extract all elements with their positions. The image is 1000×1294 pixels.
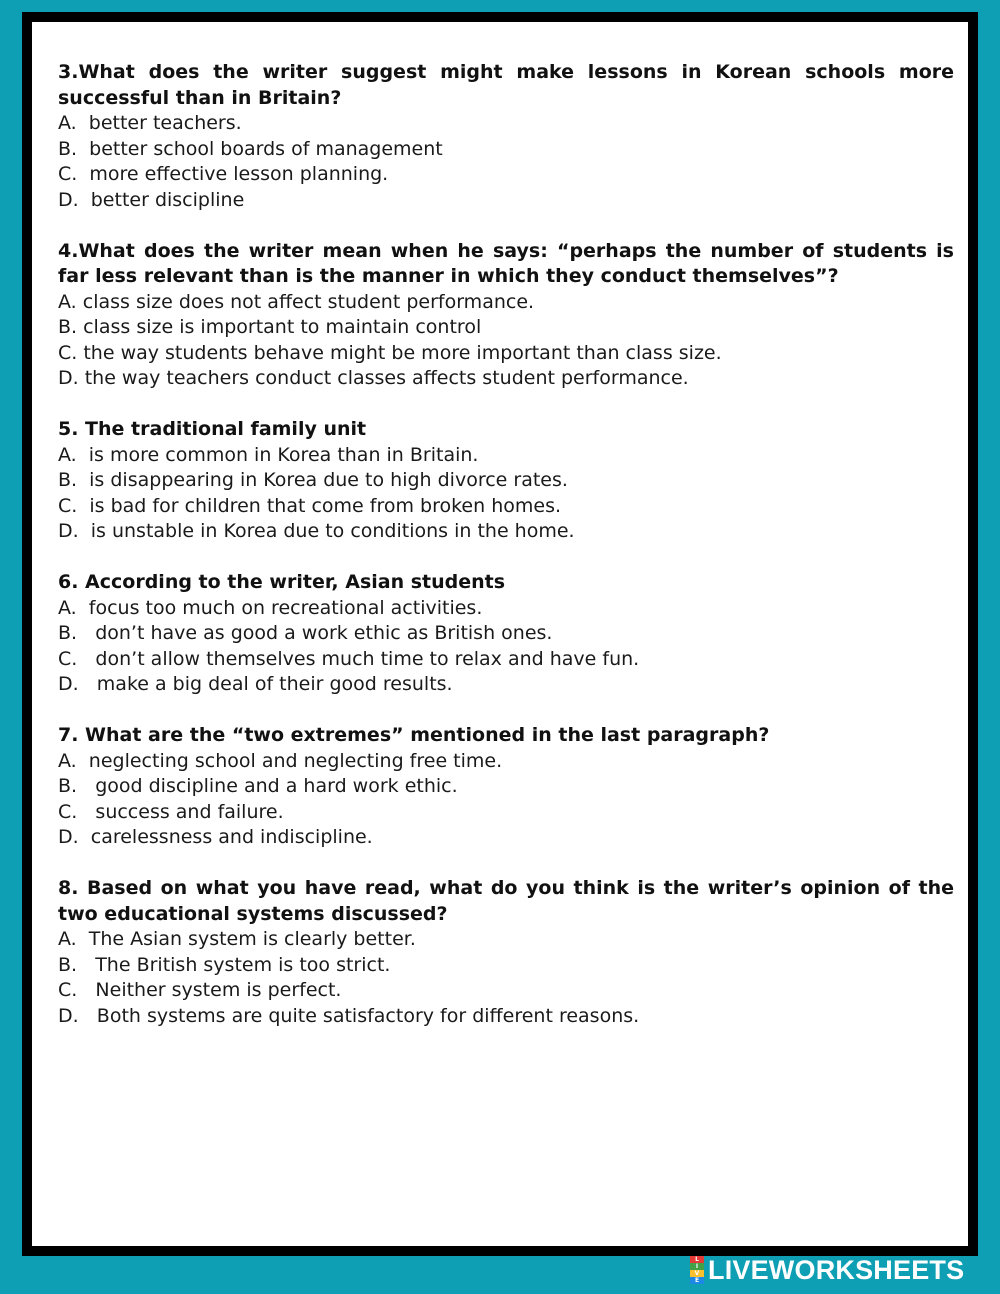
question-7 bbox=[58, 723, 954, 851]
answer-option[interactable]: C. Neither system is perfect. bbox=[58, 979, 342, 1001]
question-title: 8. Based on what you have read, what do you think is the writer’s opinion of the two educational systems discussed? bbox=[58, 877, 954, 925]
question-3 bbox=[58, 60, 954, 213]
answer-option[interactable]: B. The British system is too strict. bbox=[58, 953, 391, 976]
answer-option[interactable]: A. is more common in Korea than in Britain. bbox=[58, 443, 479, 466]
worksheet-frame bbox=[22, 12, 978, 1256]
question-title: 7. What are the “two extremes” mentioned in the last paragraph? bbox=[58, 724, 770, 746]
answer-option[interactable]: D. carelessness and indiscipline. bbox=[58, 826, 373, 848]
question-title: 4.What does the writer mean when he says: “perhaps the number of students is far less relevant than is the manner in which they conduct themselves”? bbox=[58, 239, 954, 287]
answer-option[interactable]: D. make a big deal of their good results. bbox=[58, 673, 453, 695]
answer-option[interactable]: C. more effective lesson planning. bbox=[58, 163, 389, 185]
answer-option[interactable]: A. neglecting school and neglecting free time. bbox=[58, 749, 503, 772]
question-5 bbox=[58, 417, 954, 545]
answer-option[interactable]: D. is unstable in Korea due to conditions in the home. bbox=[58, 520, 575, 542]
live-blocks-icon bbox=[690, 1256, 704, 1284]
answer-option[interactable]: D. the way teachers conduct classes affects student performance. bbox=[58, 367, 689, 389]
logo-block-l: L bbox=[690, 1256, 704, 1263]
answer-option[interactable]: D. better discipline bbox=[58, 188, 245, 211]
answer-option[interactable]: C. is bad for children that come from broken homes. bbox=[58, 494, 562, 517]
answer-option[interactable]: B. is disappearing in Korea due to high divorce rates. bbox=[58, 469, 568, 491]
question-title: 5. The traditional family unit bbox=[58, 418, 367, 440]
question-4 bbox=[58, 239, 954, 392]
answer-option[interactable]: A. class size does not affect student performance. bbox=[58, 290, 535, 313]
answer-option[interactable]: A. better teachers. bbox=[58, 112, 242, 134]
answer-option[interactable]: B. good discipline and a hard work ethic. bbox=[58, 775, 458, 797]
question-title: 3.What does the writer suggest might make lessons in Korean schools more successful than in Britain? bbox=[58, 61, 954, 109]
question-8 bbox=[58, 876, 954, 1029]
worksheet-page bbox=[32, 22, 968, 1246]
question-6 bbox=[58, 570, 954, 698]
answer-option[interactable]: C. the way students behave might be more important than class size. bbox=[58, 341, 722, 364]
logo-block-v: V bbox=[690, 1270, 704, 1277]
answer-option[interactable]: B. class size is important to maintain control bbox=[58, 316, 482, 338]
brand-name: LIVEWORKSHEETS bbox=[708, 1254, 965, 1285]
answer-option[interactable]: C. success and failure. bbox=[58, 800, 284, 823]
answer-option[interactable]: B. better school boards of management bbox=[58, 137, 443, 160]
answer-option[interactable]: A. focus too much on recreational activities. bbox=[58, 596, 483, 619]
liveworksheets-logo bbox=[690, 1256, 964, 1284]
logo-block-e: E bbox=[690, 1277, 704, 1284]
answer-option[interactable]: A. The Asian system is clearly better. bbox=[58, 928, 416, 950]
answer-option[interactable]: C. don’t allow themselves much time to relax and have fun. bbox=[58, 647, 640, 670]
answer-option[interactable]: D. Both systems are quite satisfactory for different reasons. bbox=[58, 1004, 640, 1027]
answer-option[interactable]: B. don’t have as good a work ethic as British ones. bbox=[58, 622, 553, 644]
logo-block-i: I bbox=[690, 1263, 704, 1270]
question-title: 6. According to the writer, Asian students bbox=[58, 571, 506, 593]
